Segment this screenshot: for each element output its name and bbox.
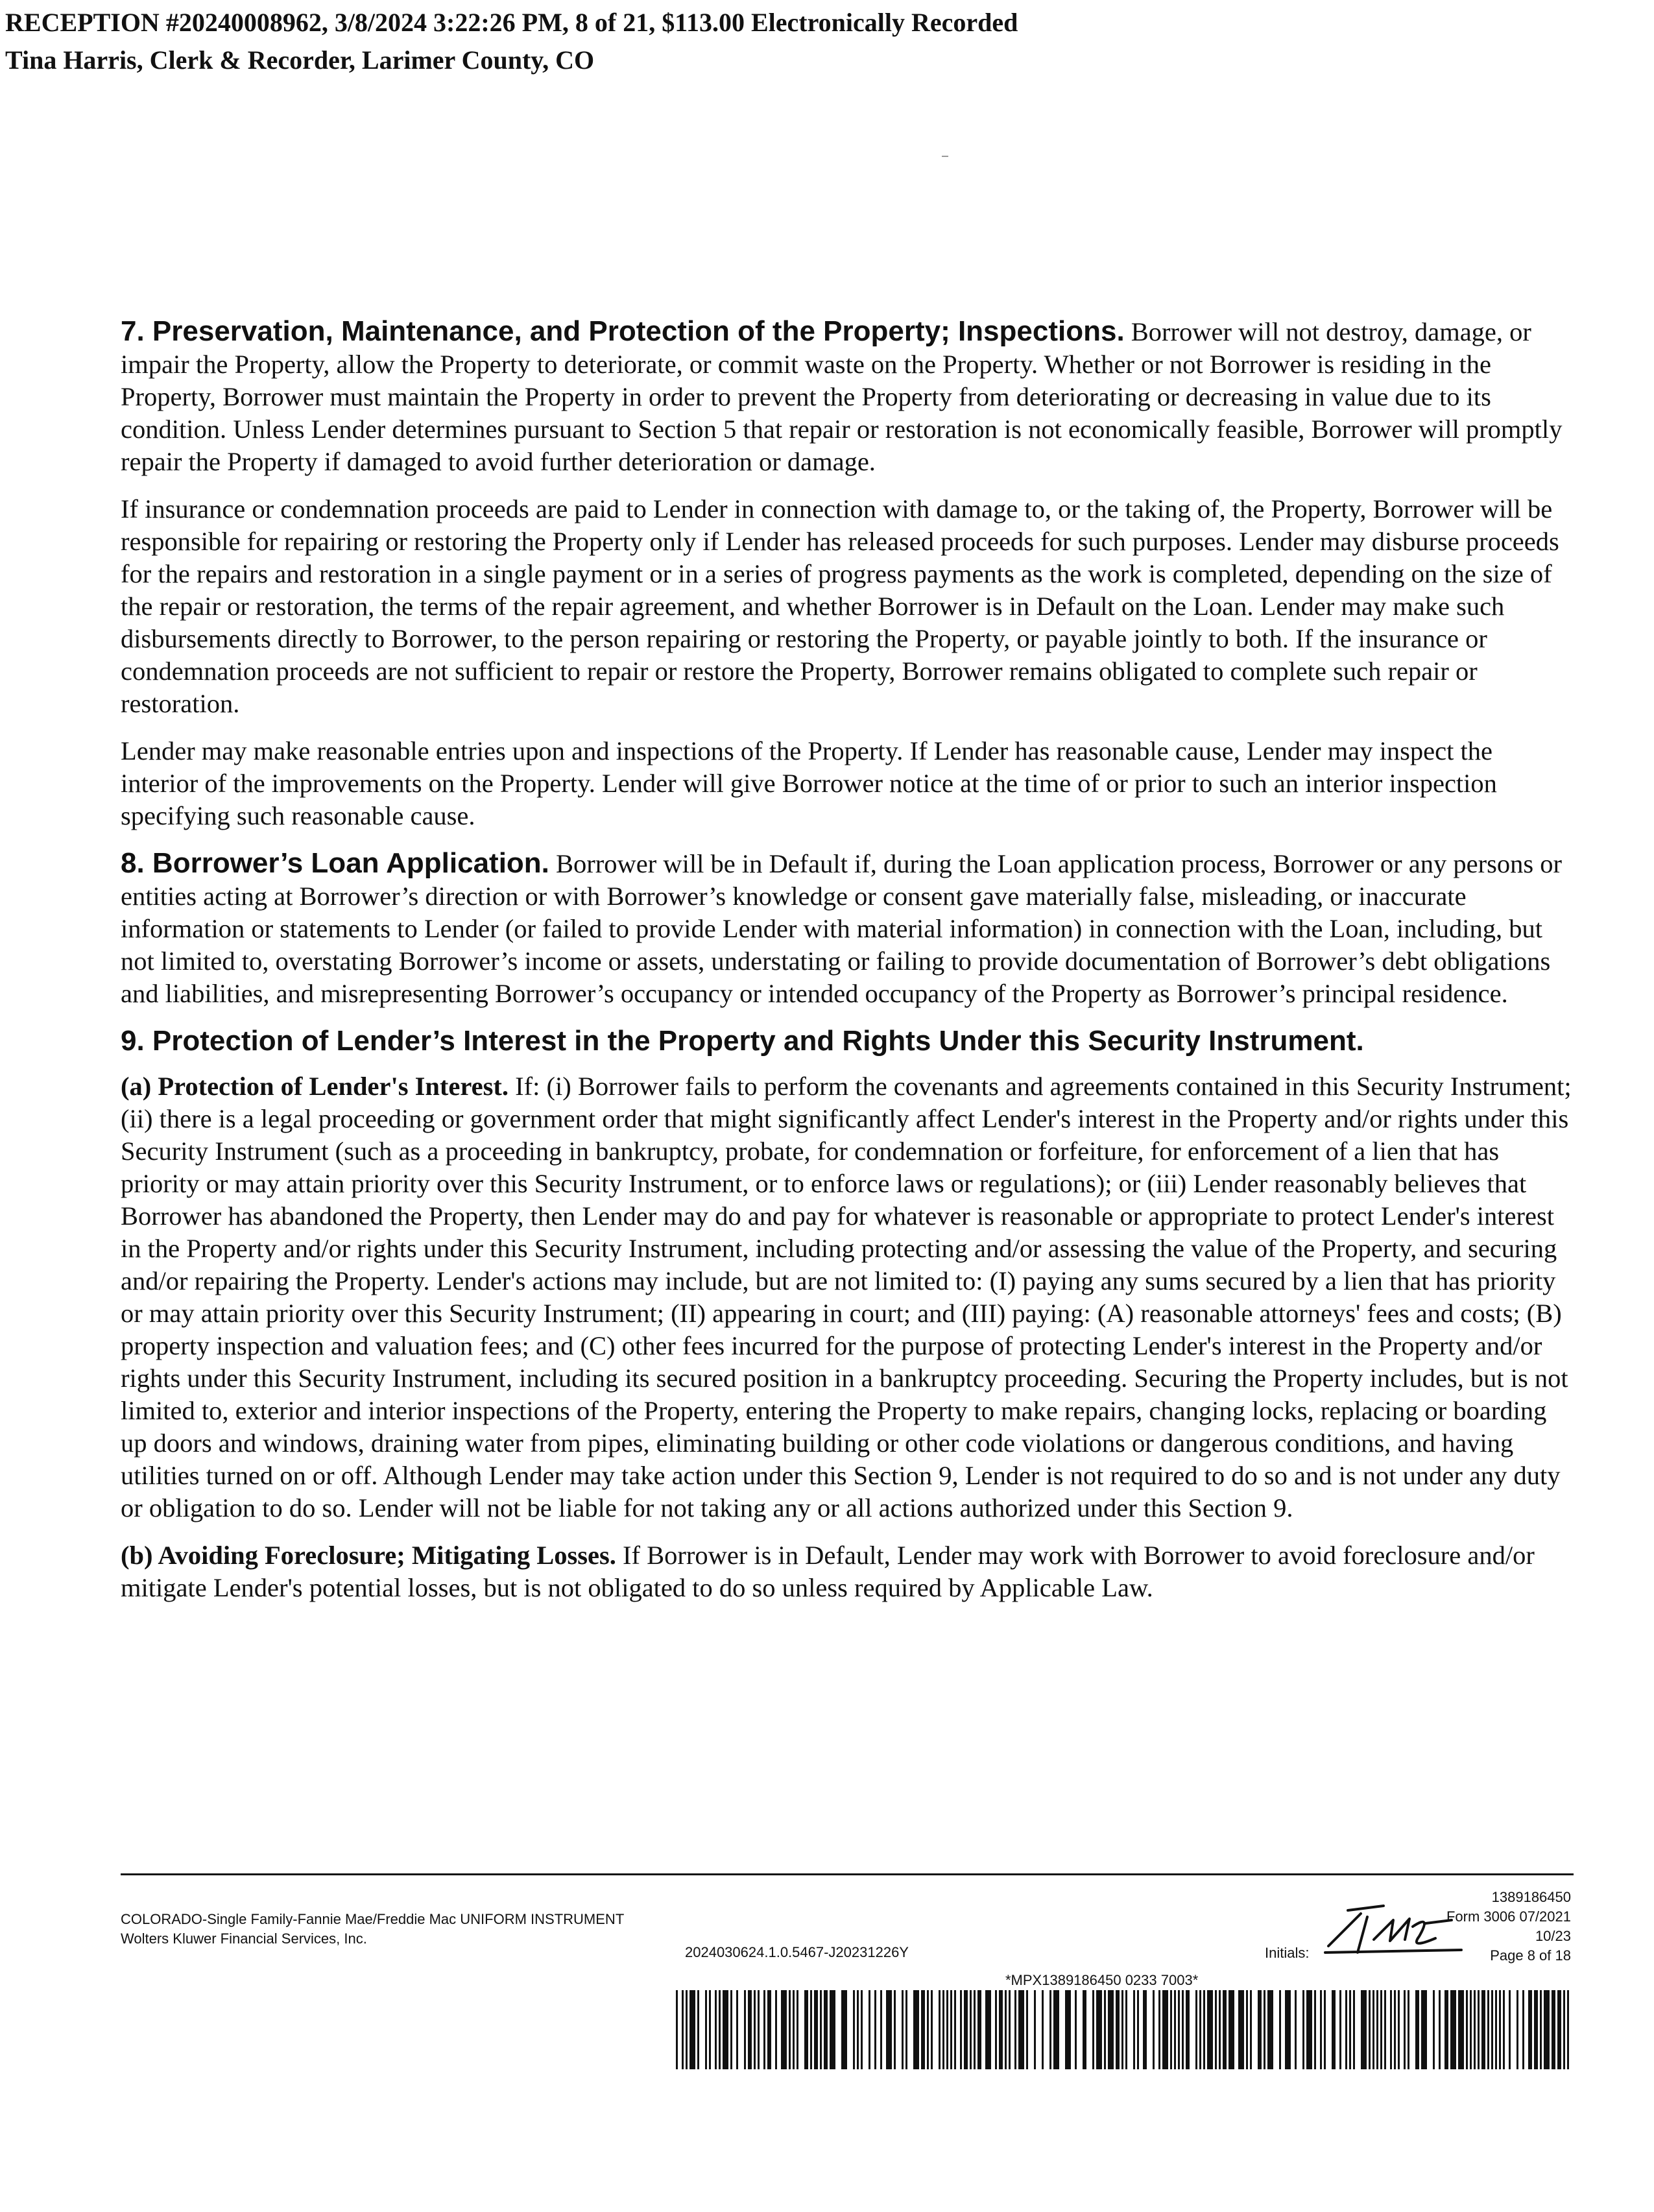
barcode-bar bbox=[723, 1990, 728, 2069]
barcode-bar bbox=[1552, 1990, 1555, 2069]
barcode-bar bbox=[1439, 1990, 1441, 2069]
barcode-bar bbox=[946, 1990, 948, 2069]
barcode-bar bbox=[1195, 1990, 1197, 2069]
barcode-bar bbox=[1034, 1990, 1036, 2069]
barcode-bar bbox=[1567, 1990, 1569, 2069]
barcode-bar bbox=[1415, 1990, 1419, 2069]
barcode-bar bbox=[1478, 1990, 1480, 2069]
barcode bbox=[676, 1990, 1574, 2069]
barcode-bar bbox=[1186, 1990, 1190, 2069]
barcode-bar bbox=[1302, 1990, 1304, 2069]
barcode-bar bbox=[1250, 1990, 1252, 2069]
barcode-bar bbox=[719, 1990, 721, 2069]
barcode-bar bbox=[1450, 1990, 1456, 2069]
barcode-bar bbox=[1345, 1990, 1347, 2069]
barcode-bar bbox=[1470, 1990, 1472, 2069]
barcode-bar bbox=[676, 1990, 678, 2069]
form-revision: 10/23 bbox=[1535, 1928, 1571, 1944]
barcode-bar bbox=[1320, 1990, 1322, 2069]
section-7-paragraph-2: If insurance or condemnation proceeds are paid to Lender in connection with damage to, or the taking of, the Property, Borrower will be responsible for repairing or restoring the Property only if Lender has released proceeds for such purposes. Lender may disburse proceeds for the repairs and restoration in a single payment or in a series of progress payments as the work is completed, depending on the size of the repair or restoration, the terms of the repair agreement, and whether Borrower is in Default on the Loan. Lender may make such disbursements directly to Borrower, to the person repairing or restoring the Property, or payable jointly to both. If the insurance or condemnation proceeds are not sufficient to repair or restore the Property, Borrower remains obligated to complete such repair or restoration. bbox=[121, 494, 1559, 718]
barcode-bar bbox=[1108, 1990, 1114, 2069]
barcode-bar bbox=[754, 1990, 756, 2069]
barcode-bar bbox=[1053, 1990, 1059, 2069]
barcode-bar bbox=[1178, 1990, 1180, 2069]
section-9a-heading: (a) Protection of Lender's Interest. bbox=[121, 1072, 509, 1101]
barcode-bar bbox=[758, 1990, 760, 2069]
initials-label: Initials: bbox=[1265, 1945, 1310, 1961]
barcode-bar bbox=[861, 1990, 863, 2069]
barcode-bar bbox=[1121, 1990, 1123, 2069]
barcode-bar bbox=[869, 1990, 870, 2069]
barcode-bar bbox=[1009, 1990, 1011, 2069]
section-7-paragraph-1 bbox=[121, 315, 1574, 478]
barcode-bar bbox=[1540, 1990, 1542, 2069]
barcode-bar bbox=[964, 1990, 968, 2069]
barcode-bar bbox=[1075, 1990, 1077, 2069]
barcode-bar bbox=[767, 1990, 771, 2069]
barcode-bar bbox=[1544, 1990, 1550, 2069]
publisher-name: Wolters Kluwer Financial Services, Inc. bbox=[121, 1930, 367, 1947]
barcode-bar bbox=[814, 1990, 818, 2069]
barcode-bar bbox=[1083, 1990, 1086, 2069]
barcode-bar bbox=[1143, 1990, 1147, 2069]
barcode-bar bbox=[1246, 1990, 1248, 2069]
barcode-bar bbox=[1207, 1990, 1213, 2069]
barcode-bar bbox=[1369, 1990, 1371, 2069]
barcode-bar bbox=[763, 1990, 765, 2069]
barcode-bar bbox=[1065, 1990, 1071, 2069]
barcode-bar bbox=[1306, 1990, 1312, 2069]
barcode-bar bbox=[960, 1990, 962, 2069]
barcode-bar bbox=[1557, 1990, 1561, 2069]
barcode-bar bbox=[1495, 1990, 1497, 2069]
barcode-bar bbox=[1285, 1990, 1291, 2069]
barcode-bar bbox=[1125, 1990, 1127, 2069]
barcode-bar bbox=[781, 1990, 787, 2069]
barcode-bar bbox=[1229, 1990, 1234, 2069]
barcode-bar bbox=[1376, 1990, 1378, 2069]
barcode-bar bbox=[810, 1990, 812, 2069]
barcode-bar bbox=[1133, 1990, 1135, 2069]
barcode-bar bbox=[995, 1990, 997, 2069]
barcode-bar bbox=[874, 1990, 876, 2069]
barcode-bar bbox=[697, 1990, 699, 2069]
barcode-bar bbox=[1174, 1990, 1176, 2069]
barcode-bar bbox=[686, 1990, 688, 2069]
barcode-bar bbox=[886, 1990, 892, 2069]
barcode-bar bbox=[942, 1990, 944, 2069]
barcode-bar bbox=[880, 1990, 882, 2069]
barcode-bar bbox=[1408, 1990, 1409, 2069]
barcode-bar bbox=[715, 1990, 717, 2069]
barcode-bar bbox=[1353, 1990, 1355, 2069]
barcode-bar bbox=[736, 1990, 738, 2069]
barcode-bar bbox=[1295, 1990, 1297, 2069]
barcode-bar bbox=[913, 1990, 919, 2069]
barcode-bar bbox=[894, 1990, 896, 2069]
barcode-caption: *MPX1389186450 0233 7003* bbox=[1005, 1972, 1199, 1988]
barcode-bar bbox=[709, 1990, 711, 2069]
barcode-bar bbox=[1444, 1990, 1448, 2069]
section-8-paragraph bbox=[121, 847, 1574, 1010]
form-title: COLORADO-Single Family-Fannie Mae/Freddie Mac UNIFORM INSTRUMENT bbox=[121, 1911, 625, 1927]
barcode-bar bbox=[970, 1990, 972, 2069]
section-8-heading: 8. Borrower’s Loan Application. bbox=[121, 847, 549, 879]
barcode-bar bbox=[1162, 1990, 1168, 2069]
barcode-bar bbox=[797, 1990, 798, 2069]
barcode-bar bbox=[1491, 1990, 1493, 2069]
barcode-bar bbox=[857, 1990, 859, 2069]
barcode-bar bbox=[1349, 1990, 1351, 2069]
barcode-bar bbox=[1499, 1990, 1501, 2069]
barcode-bar bbox=[689, 1990, 695, 2069]
barcode-bar bbox=[1153, 1990, 1155, 2069]
barcode-bar bbox=[820, 1990, 822, 2069]
section-7-text-1: Borrower will not destroy, damage, or impair the Property, allow the Property to deteriorate, or commit waste on the Property. Whether or not Borrower is residing in the Property, Borrower must maintain the Property in order to prevent the Property from deteriorating or decreasing in value due to its condition. Unless Lender determines pursuant to Section 5 that repair or restoration is not economically feasible, Borrower will promptly repair the Property if damaged to avoid further deterioration or damage. bbox=[121, 317, 1563, 476]
barcode-bar bbox=[999, 1990, 1003, 2069]
barcode-bar bbox=[1005, 1990, 1007, 2069]
barcode-bar bbox=[1264, 1990, 1265, 2069]
barcode-bar bbox=[1516, 1990, 1518, 2069]
section-9a-text: If: (i) Borrower fails to perform the covenants and agreements contained in this Security Instrument; (ii) there is a legal proceeding or government order that might significantly affect Lender's interest in the Property and/or rights under this Security Instrument (such as a proceeding in bankruptcy, probate, for condemnation or forfeiture, for enforcement of a lien that has priority or may attain priority over this Security Instrument, or to enforce laws or regulations); or (iii) Lender reasonably believes that Borrower has abandoned the Property, then Lender may do and pay for whatever is reasonable or appropriate to protect Lender's interest in the Property and/or rights under this Security Instrument, including protecting and/or assessing the value of the Property, and securing and/or repairing the Property. Lender's actions may include, but are not limited to: (I) paying any sums secured by a lien that has priority or may attain priority over this Security Instrument; (II) appearing in court; and (III) paying: (A) reasonable attorneys' fees and costs; (B) property inspection and valuation fees; and (C) other fees incurred for the purpose of protecting Lender's interest in the Property and/or rights under this Security Instrument, including its secured position in a bankruptcy proceeding. Securing the Property includes, but is not limited to, exterior and interior inspections of the Property, entering the Property to make repairs, changing locks, replacing or boarding up doors and windows, draining water from pipes, eliminating building or other code violations or dangerous conditions, and having utilities turned on or off. Although Lender may take action under this Section 9, Lender is not required to do so and is not under any duty or obligation to do so. Lender will not be liable for not taking any or all actions authorized under this Section 9. bbox=[121, 1072, 1572, 1522]
document-code: 2024030624.1.0.5467-J20231226Y bbox=[685, 1944, 909, 1960]
barcode-bar bbox=[1203, 1990, 1205, 2069]
barcode-bar bbox=[1314, 1990, 1316, 2069]
barcode-bar bbox=[1279, 1990, 1281, 2069]
barcode-bar bbox=[1398, 1990, 1400, 2069]
barcode-bar bbox=[939, 1990, 941, 2069]
initials-signature bbox=[1322, 1901, 1471, 1959]
barcode-bar bbox=[1092, 1990, 1094, 2069]
barcode-bar bbox=[705, 1990, 707, 2069]
barcode-bar bbox=[841, 1990, 847, 2069]
barcode-bar bbox=[1026, 1990, 1028, 2069]
barcode-bar bbox=[1104, 1990, 1106, 2069]
barcode-bar bbox=[853, 1990, 855, 2069]
recording-stamp bbox=[5, 4, 1018, 79]
page-number: Page 8 of 18 bbox=[1490, 1947, 1571, 1964]
barcode-bar bbox=[1258, 1990, 1262, 2069]
section-9b-paragraph bbox=[121, 1539, 1574, 1604]
barcode-bar bbox=[824, 1990, 828, 2069]
barcode-bar bbox=[682, 1990, 684, 2069]
barcode-bar bbox=[1267, 1990, 1273, 2069]
barcode-bar bbox=[1158, 1990, 1160, 2069]
barcode-bar bbox=[1014, 1990, 1016, 2069]
loan-number: 1389186450 bbox=[1491, 1889, 1571, 1905]
section-9-heading: 9. Protection of Lender’s Interest in the Property and Rights Under this Security Instrument. bbox=[121, 1025, 1364, 1057]
barcode-bar bbox=[1404, 1990, 1406, 2069]
barcode-bar bbox=[954, 1990, 956, 2069]
barcode-bar bbox=[977, 1990, 981, 2069]
barcode-bar bbox=[931, 1990, 933, 2069]
barcode-bar bbox=[1522, 1990, 1524, 2069]
barcode-bar bbox=[793, 1990, 795, 2069]
barcode-bar bbox=[921, 1990, 925, 2069]
barcode-bar bbox=[1487, 1990, 1489, 2069]
barcode-bar bbox=[1458, 1990, 1464, 2069]
barcode-bar bbox=[1361, 1990, 1367, 2069]
barcode-bar bbox=[1466, 1990, 1468, 2069]
barcode-bar bbox=[1433, 1990, 1435, 2069]
barcode-bar bbox=[1372, 1990, 1374, 2069]
barcode-bar bbox=[1042, 1990, 1044, 2069]
barcode-bar bbox=[1223, 1990, 1227, 2069]
document-body bbox=[121, 315, 1574, 1619]
barcode-bar bbox=[974, 1990, 976, 2069]
barcode-bar bbox=[775, 1990, 777, 2069]
barcode-bar bbox=[1170, 1990, 1172, 2069]
barcode-bar bbox=[748, 1990, 752, 2069]
barcode-bar bbox=[1324, 1990, 1326, 2069]
footer-divider bbox=[121, 1873, 1574, 1875]
section-8-text: Borrower will be in Default if, during the Loan application process, Borrower or any persons or entities acting at Borrower’s direction or with Borrower’s knowledge or consent gave materially false, misleading, or inaccurate information or statements to Lender (or failed to provide Lender with material information) in connection with the Loan, including, but not limited to, overstating Borrower’s income or assets, understating or failing to provide documentation of Borrower’s debt obligations and liabilities, and misrepresenting Borrower’s occupancy or intended occupancy of the Property as Borrower’s principal residence. bbox=[121, 849, 1562, 1008]
barcode-bar bbox=[1096, 1990, 1102, 2069]
barcode-bar bbox=[1199, 1990, 1201, 2069]
barcode-bar bbox=[1421, 1990, 1427, 2069]
barcode-bar bbox=[1509, 1990, 1511, 2069]
barcode-bar bbox=[1049, 1990, 1051, 2069]
recording-line-1: RECEPTION #20240008962, 3/8/2024 3:22:26 PM, 8 of 21, $113.00 Electronically Recorded bbox=[5, 8, 1018, 37]
barcode-bar bbox=[1215, 1990, 1217, 2069]
barcode-bar bbox=[1182, 1990, 1184, 2069]
section-9b-heading: (b) Avoiding Foreclosure; Mitigating Losses. bbox=[121, 1541, 616, 1570]
barcode-bar bbox=[1384, 1990, 1386, 2069]
barcode-bar bbox=[1481, 1990, 1485, 2069]
scan-speck bbox=[942, 156, 948, 157]
barcode-bar bbox=[1380, 1990, 1382, 2069]
barcode-bar bbox=[1137, 1990, 1139, 2069]
barcode-bar bbox=[1390, 1990, 1392, 2069]
barcode-bar bbox=[1116, 1990, 1120, 2069]
barcode-bar bbox=[950, 1990, 952, 2069]
barcode-bar bbox=[1332, 1990, 1336, 2069]
barcode-bar bbox=[804, 1990, 808, 2069]
form-number: Form 3006 07/2021 bbox=[1446, 1908, 1571, 1925]
barcode-bar bbox=[730, 1990, 732, 2069]
barcode-bar bbox=[927, 1990, 929, 2069]
section-7-heading: 7. Preservation, Maintenance, and Protection of the Property; Inspections. bbox=[121, 315, 1125, 347]
section-9b-text: If Borrower is in Default, Lender may work with Borrower to avoid foreclosure and/or mitigate Lender's potential losses, but is not obligated to do so unless required by Applicable Law. bbox=[121, 1541, 1535, 1602]
barcode-bar bbox=[789, 1990, 791, 2069]
barcode-bar bbox=[1219, 1990, 1221, 2069]
form-identification bbox=[121, 1910, 624, 1949]
barcode-bar bbox=[1339, 1990, 1341, 2069]
barcode-bar bbox=[1563, 1990, 1565, 2069]
section-7-paragraph-3: Lender may make reasonable entries upon and inspections of the Property. If Lender has reasonable cause, Lender may inspect the interior of the improvements on the Property. Lender will give Borrower notice at the time of or prior to such an interior inspection specifying such reasonable cause. bbox=[121, 736, 1497, 830]
barcode-bar bbox=[1474, 1990, 1476, 2069]
barcode-bar bbox=[830, 1990, 835, 2069]
barcode-bar bbox=[1534, 1990, 1538, 2069]
barcode-bar bbox=[1018, 1990, 1024, 2069]
barcode-bar bbox=[1238, 1990, 1244, 2069]
barcode-bar bbox=[902, 1990, 904, 2069]
barcode-bar bbox=[1528, 1990, 1532, 2069]
recording-line-2: Tina Harris, Clerk & Recorder, Larimer County, CO bbox=[5, 45, 595, 75]
barcode-bar bbox=[1394, 1990, 1396, 2069]
barcode-bar bbox=[744, 1990, 746, 2069]
barcode-bar bbox=[905, 1990, 907, 2069]
barcode-bar bbox=[1503, 1990, 1505, 2069]
section-9a-paragraph bbox=[121, 1070, 1574, 1524]
barcode-bar bbox=[985, 1990, 991, 2069]
